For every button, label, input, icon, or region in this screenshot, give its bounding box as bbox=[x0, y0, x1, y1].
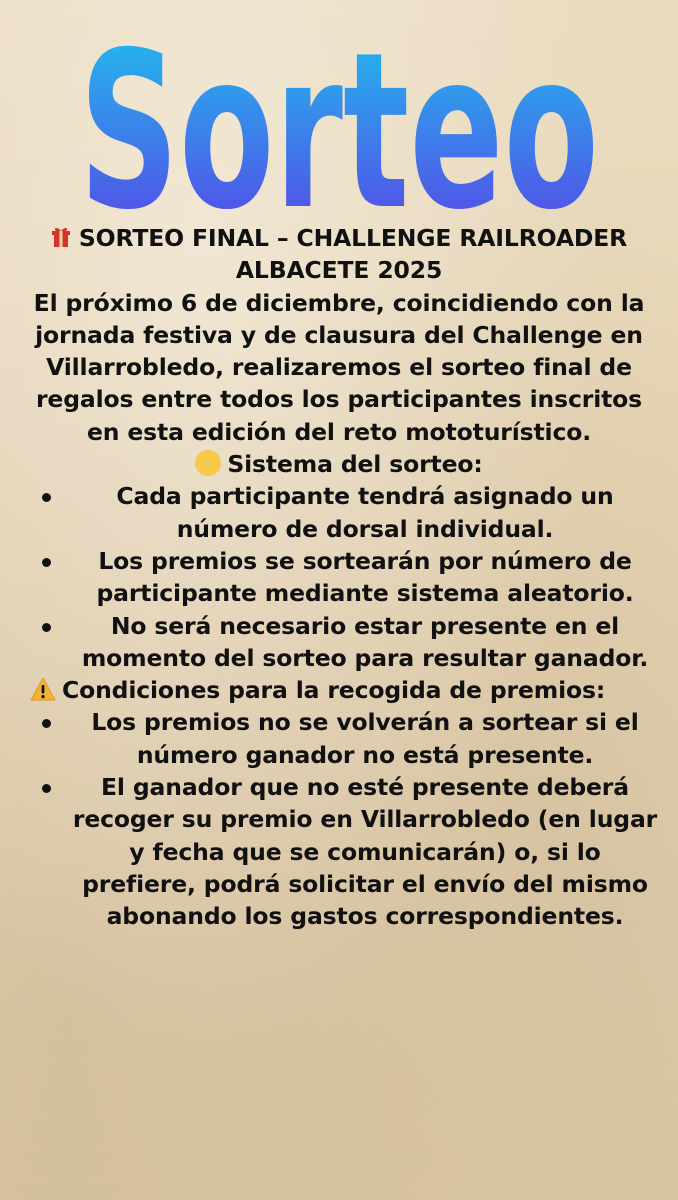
list-item-text: Cada participante tendrá asignado un número de dorsal individual. bbox=[116, 482, 614, 543]
title-text: SORTEO FINAL – CHALLENGE RAILROADER ALBACETE 2025 bbox=[78, 224, 628, 285]
content bbox=[18, 222, 660, 933]
gift-icon bbox=[51, 224, 71, 246]
yellow-circle-icon bbox=[195, 450, 221, 476]
sistema-heading bbox=[18, 448, 660, 480]
condiciones-heading bbox=[18, 674, 660, 706]
list-item bbox=[18, 610, 660, 675]
list-item bbox=[18, 771, 660, 932]
bullet-icon bbox=[42, 558, 51, 567]
list-item bbox=[18, 480, 660, 545]
bullet-icon bbox=[42, 784, 51, 793]
list-item bbox=[18, 545, 660, 610]
list-item bbox=[18, 706, 660, 771]
bullet-icon bbox=[42, 623, 51, 632]
sistema-list bbox=[18, 480, 660, 674]
condiciones-list bbox=[18, 706, 660, 932]
title bbox=[18, 222, 660, 287]
bullet-icon bbox=[42, 493, 51, 502]
bullet-icon bbox=[42, 719, 51, 728]
intro-paragraph: El próximo 6 de diciembre, coincidiendo con la jornada festiva y de clausura del Challenge en Villarrobledo, realizaremos el sorteo final de regalos entre todos los participantes inscritos en esta edición del reto mototurístico. bbox=[33, 288, 645, 446]
list-item-text: Los premios se sortearán por número de participante mediante sistema aleatorio. bbox=[96, 546, 634, 608]
warning-icon bbox=[30, 677, 56, 701]
list-item-text: El ganador que no esté presente deberá recoger su premio en Villarrobledo (en lugar y fecha que se comunicarán) o, si lo prefiere, podrá solicitar el envío del mismo abonando los gastos correspondientes. bbox=[72, 773, 658, 931]
sistema-heading-text: Sistema del sorteo: bbox=[227, 450, 483, 479]
list-item-text: Los premios no se volverán a sortear si el número ganador no está presente. bbox=[91, 708, 639, 769]
headline-graphic bbox=[0, 18, 678, 218]
headline-text: Sorteo bbox=[79, 18, 599, 218]
headline bbox=[0, 18, 678, 218]
condiciones-heading-text: Condiciones para la recogida de premios: bbox=[62, 676, 606, 705]
list-item-text: No será necesario estar presente en el momento del sorteo para resultar ganador. bbox=[81, 611, 649, 672]
